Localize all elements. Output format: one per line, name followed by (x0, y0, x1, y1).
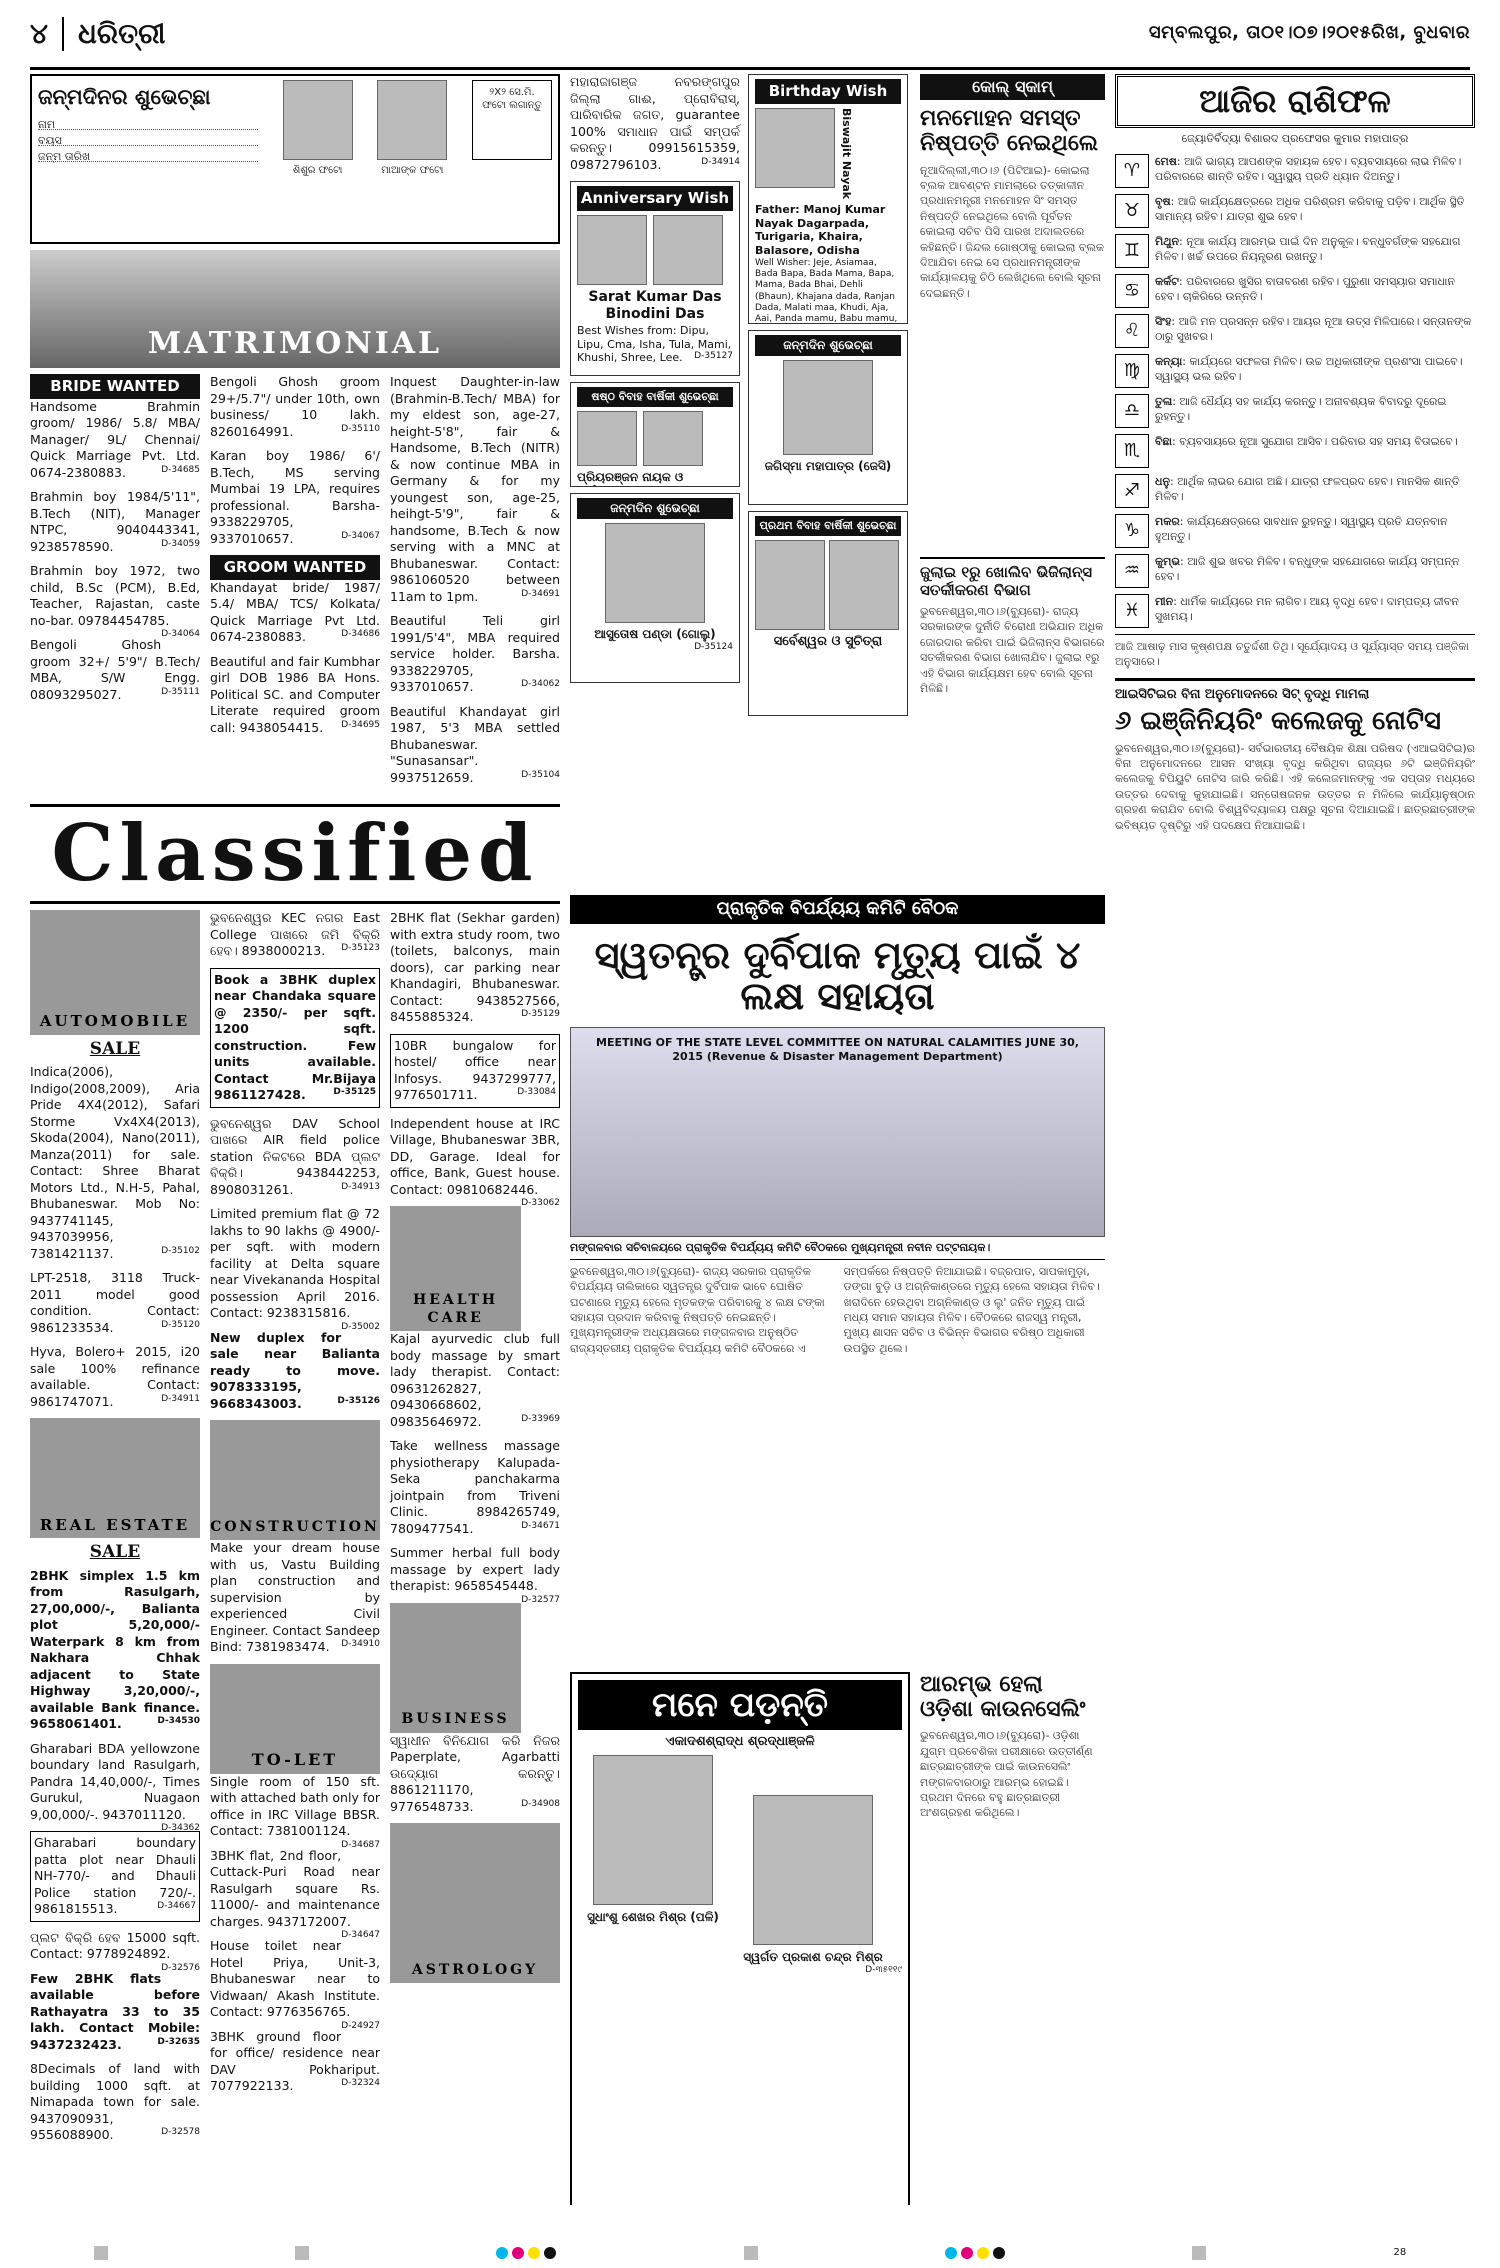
memorial-subtitle: ଏକାଦଶଶ୍ରାଦ୍ଧ ଶ୍ରଦ୍ଧାଞ୍ଜଳି (665, 1734, 815, 1750)
health-care-banner: HEALTH CARE (390, 1206, 521, 1331)
memorial-name-1: ସୁଧାଂଶୁ ଶେଖର ମିଶ୍ର (ପଳି) (587, 1909, 719, 1924)
zodiac-icon: ♈ (1115, 154, 1149, 188)
rashi-text: ମକର: କାର୍ଯ୍ୟକ୍ଷେତ୍ରରେ ସାବଧାନ ରୁହନ୍ତୁ। ସ୍ୱାସ୍ଥ୍ୟ ପ୍ରତି ଯତ୍ନବାନ ହୁଅନ୍ତୁ। (1155, 514, 1448, 544)
mother-photo (377, 80, 447, 160)
left-section (30, 74, 560, 2234)
matrimonial-ad: Beautiful Teli girl 1991/5'4", MBA required service holder. Barsha. 9338229705, 9337010657. D-34062 (390, 613, 560, 694)
main-body: ଭୁବନେଶ୍ୱର,୩୦।୬(ବ୍ୟୁରୋ)- ରାଜ୍ୟ ସରକାର ପ୍ରାକୃତିକ ବିପର୍ଯ୍ୟୟ ତାଲିକାରେ ସ୍ୱତନ୍ତ୍ର ଦୁର୍ବିପାକ ଭାବେ ଘୋଷିତ ଘଟଣାରେ ମୃତ୍ୟୁ ହେଲେ ମୃତକଙ୍କ ପରିବାରକୁ ୪ ଲକ୍ଷ ଟଙ୍କା ସହାୟତା ପ୍ରଦାନ କରିବାକୁ ନିଷ୍ପତ୍ତି ନେଇଛନ୍ତି। ମୁଖ୍ୟମନ୍ତ୍ରୀଙ୍କ ଅଧ୍ୟକ୍ଷତାରେ ମଙ୍ଗଳବାର ଅନୁଷ୍ଠିତ ରାଜ୍ୟସ୍ତରୀୟ ପ୍ରାକୃତିକ ବିପର୍ଯ୍ୟୟ କମିଟି ବୈଠକରେ ଏ ସମ୍ପର୍କରେ ନିଷ୍ପତ୍ତି ନିଆଯାଇଛି। ବଜ୍ରପାତ, ସାପକାମୁଡ଼ା, ଡଙ୍ଗା ବୁଡ଼ି ଓ ଅଗ୍ନିକାଣ୍ଡରେ ମୃତ୍ୟୁ ହେଲେ ସହାୟତା ମିଳିବ। ଖରାଦିନେ ହେଉଥିବା ଅଗ୍ନିକାଣ୍ଡ ଓ ଲୁ' ଜନିତ ମୃତ୍ୟୁ ପାଇଁ ମଧ୍ୟ ସମାନ ସହାୟତା ମିଳିବ। ବୈଠକରେ ରାଜସ୍ୱ ମନ୍ତ୍ରୀ, ମୁଖ୍ୟ ଶାସନ ସଚିବ ଓ ବିଭିନ୍ନ ବିଭାଗର ବରିଷ୍ଠ ଅଧିକାରୀ ଉପସ୍ଥିତ ଥିଲେ। (570, 1264, 1100, 1355)
classified-ad: Indica(2006), Indigo(2008,2009), Aria Pride 4X4(2012), Safari Storme Vx4X4(2013), Skoda(2004), Nano(2011), Manza(2011) for sale. Contact: Shree Bharat Motors Ltd., N.H-5, Pahal, Bhubaneswar. Mob No: 9437741145, 9437039956, 7381421137. D-35102 (30, 1064, 200, 1261)
classified-ads (30, 910, 560, 2230)
registration-square (94, 2246, 108, 2260)
mother-photo-caption: ମାଆଙ୍କ ଫଟୋ (381, 164, 444, 176)
rashi-item (1115, 434, 1475, 468)
aicte-body: ଭୁବନେଶ୍ୱର,୩୦।୬(ବ୍ୟୁରୋ)- ସର୍ବଭାରତୀୟ ବୈଷୟିକ ଶିକ୍ଷା ପରିଷଦ (ଏଆଇସିଟିଇ)ର ବିନା ଅନୁମୋଦନରେ ଆସନ ସଂଖ୍ୟା ବୃଦ୍ଧି କରିଥିବା ରାଜ୍ୟର ୬ଟି ଇଞ୍ଜିନିୟରିଂ କଲେଜକୁ ବିପିୟୁଟି ନୋଟିସ ଜାରି କରିଛି। ଏହି କଲେଜମାନଙ୍କୁ ଏକ ସପ୍ତାହ ମଧ୍ୟରେ ଉତ୍ତର ଦେବାକୁ କୁହାଯାଇଛି। ସନ୍ତୋଷଜନକ ଉତ୍ତର ନ ମିଳିଲେ କାର୍ଯ୍ୟାନୁଷ୍ଠାନ ଗ୍ରହଣ କରାଯିବ ବୋଲି ବିଶ୍ୱବିଦ୍ୟାଳୟ ପକ୍ଷରୁ ସୂଚନା ଦିଆଯାଇଛି। ଛାତ୍ରଛାତ୍ରୀଙ୍କ ଭବିଷ୍ୟତ ଦୃଷ୍ଟିରୁ ଏହି ପଦକ୍ଷେପ ନିଆଯାଇଛି। (1115, 741, 1475, 832)
first-anniversary-names: ସର୍ବେଶ୍ୱର ଓ ସୁଚିତ୍ରା (773, 633, 883, 649)
bride-wanted-title: BRIDE WANTED (30, 374, 200, 399)
coal-scam-article (920, 74, 1105, 874)
rashi-item (1115, 274, 1475, 308)
rashi-text: କୁମ୍ଭ: ଆଜି ଶୁଭ ଖବର ମିଳିବ। ବନ୍ଧୁଙ୍କ ସହଯୋଗରେ କାର୍ଯ୍ୟ ସମ୍ପନ୍ନ ହେବ। (1155, 554, 1460, 584)
matrimonial-ads (30, 374, 560, 804)
to-let-banner: TO-LET (210, 1664, 380, 1774)
rashi-footer: ଆଜି ଆଷାଢ଼ ମାସ କୃଷ୍ଣପକ୍ଷ ଚତୁର୍ଦ୍ଦଶୀ ତିଥି। ସୂର୍ଯ୍ୟୋଦୟ ଓ ସୂର୍ଯ୍ୟାସ୍ତ ସମୟ ପଞ୍ଜିକା ଅନୁସାରେ। (1115, 634, 1475, 670)
vigilance-headline: ଜୁଲାଇ ୧ରୁ ଖୋଲିବ ଭିଜିଲାନ୍ସ ସତର୍କୀକରଣ ବିଭାଗ (920, 557, 1105, 601)
counselling-body: ଭୁବନେଶ୍ୱର,୩୦।୬(ବ୍ୟୁରୋ)- ଓଡ଼ିଶା ଯୁଗ୍ମ ପ୍ରବେଶିକା ପରୀକ୍ଷାରେ ଉତ୍ତୀର୍ଣ୍ଣ ଛାତ୍ରଛାତ୍ରୀଙ୍କ ପାଇଁ କାଉନସେଲିଂ ମଙ୍ଗଳବାରଠାରୁ ଆରମ୍ଭ ହୋଇଛି। ପ୍ରଥମ ଦିନରେ ବହୁ ଛାତ୍ରଛାତ୍ରୀ ଅଂଶଗ୍ରହଣ କରିଥିଲେ। (920, 1729, 1093, 1820)
classified-ad: Independent house at IRC Village, Bhubaneswar 3BR, DD, Garage. Ideal for office, Bank, Guest house. Contact: 09810682446. D-33062 (390, 1115, 560, 1208)
bride-photo (829, 540, 899, 630)
greetings-section (570, 74, 910, 874)
classified-ad: Few 2BHK flats available before Rathayatra 33 to 35 lakh. Contact Mobile: 9437232423. D-32635 (30, 1970, 200, 2052)
zodiac-icon: ♍ (1115, 354, 1149, 388)
print-marks (0, 2238, 1500, 2268)
memorial-photo-2 (753, 1795, 873, 1945)
age-label: ବୟସ (38, 134, 62, 148)
rashi-item (1115, 514, 1475, 548)
golu-name: ଆସୁତୋଷ ପଣ୍ଡା (ଗୋଲୁ) (594, 627, 716, 641)
zodiac-icon: ♓ (1115, 594, 1149, 628)
birthday-form (30, 74, 560, 244)
classified-ad: Gharabari boundary patta plot near Dhauli NH-770/- and Dhauli Police station 720/-. 9861815513. D-34667 (30, 1831, 200, 1922)
rashi-item (1115, 354, 1475, 388)
dateline: ସମ୍ବଲପୁର, ତା୦୧।୦୭।୨୦୧୫ରିଖ, ବୁଧବାର (1148, 22, 1470, 44)
matrimonial-ad: Brahmin boy 1972, two child, B.Sc (PCM), B.Ed, Teacher, Rajastan, caste no-bar. 09784454785. D-34064 (30, 563, 200, 640)
matrimonial-ad: Beautiful and fair Kumbhar girl DOB 1986 BA Hons. Political SC. and Computer Literate required groom call: 9438054415. D-34695 (210, 653, 380, 735)
calamity-strip: ପ୍ରାକୃତିକ ବିପର୍ଯ୍ୟୟ କମିଟି ବୈଠକ (570, 895, 1105, 924)
rashi-text: ବୃଷ: ଆଜି କାର୍ଯ୍ୟକ୍ଷେତ୍ରରେ ଅଧିକ ପରିଶ୍ରମ କରିବାକୁ ପଡ଼ିବ। ଆର୍ଥିକ ସ୍ଥିତି ସାମାନ୍ୟ ରହିବ। ଯାତ୍ରା ଶୁଭ ହେବ। (1155, 194, 1465, 224)
coal-body: ନୂଆଦିଲ୍ଲୀ,୩୦।୬ (ପିଟିଆଇ)- କୋଇଲା ବ୍ଲକ ଆବଣ୍ଟନ ମାମଲାରେ ତତ୍କାଳୀନ ପ୍ରଧାନମନ୍ତ୍ରୀ ମନମୋହନ ସିଂ ସମସ୍ତ ନିଷ୍ପତ୍ତି ନେଇଥିଲେ ବୋଲି ପୂର୍ବତନ କୋଇଲା ସଚିବ ପିସି ପାରଖ ଅଦାଲତରେ କହିଛନ୍ତି। ଜିନ୍ଦଲ ଗୋଷ୍ଠୀକୁ କୋଇଲା ବ୍ଲକ ଦିଆଯିବା ନେଇ ସେ ପ୍ରଧାନମନ୍ତ୍ରୀଙ୍କ କାର୍ଯ୍ୟାଳୟକୁ ଚିଠି ଲେଖିଥିଲେ ବୋଲି ସୂଚନା ଦେଇଛନ୍ତି। (920, 163, 1105, 300)
biswajit-name: Biswajit Nayak (839, 107, 853, 199)
birthday-form-title: ଜନ୍ମଦିନର ଶୁଭେଚ୍ଛା (38, 84, 211, 109)
zodiac-icon: ♉ (1115, 194, 1149, 228)
groom-wanted-title: GROOM WANTED (210, 555, 380, 580)
jesi-photo (783, 360, 873, 455)
classified-ad: Take wellness massage physiotherapy Kalupada-Seka panchakarma jointpain from Triveni Clinic. 8984265749, 7809477541. D-34671 (390, 1438, 560, 1536)
birthday-wish (748, 74, 908, 324)
rashi-text: ସିଂହ: ଆଜି ମନ ପ୍ରସନ୍ନ ରହିବ। ଆୟର ନୂଆ ଉତ୍ସ ମିଳିପାରେ। ସନ୍ତାନଙ୍କ ଠାରୁ ସୁଖବର। (1155, 314, 1472, 344)
main-headline: ସ୍ୱତନ୍ତ୍ର ଦୁର୍ବିପାକ ମୃତ୍ୟୁ ପାଇଁ ୪ ଲକ୍ଷ ସହାୟତା (594, 931, 1081, 1019)
vigilance-body: ଭୁବନେଶ୍ୱର,୩୦।୬(ବ୍ୟୁରୋ)- ରାଜ୍ୟ ସରକାରଙ୍କ ଦୁର୍ନୀତି ବିରୋଧୀ ଅଭିଯାନ ଅଧିକ ଜୋରଦାର କରିବା ପାଇଁ ଭିଜିଲାନ୍ସ ବିଭାଗରେ ସତର୍କୀକରଣ ବିଭାଗ ଖୋଲାଯିବ। ଜୁଲାଇ ୧ରୁ ଏହି ବିଭାଗ କାର୍ଯ୍ୟକ୍ଷମ ହେବ ବୋଲି ସୂଚନା ମିଳିଛି। (920, 605, 1105, 696)
memorial-code: D-୩୫୧୧୯ (865, 1964, 902, 1975)
rashi-item (1115, 594, 1475, 628)
business-banner: BUSINESS (390, 1603, 521, 1733)
rashi-text: ତୁଳା: ଆଜି ଧୈର୍ଯ୍ୟ ସହ କାର୍ଯ୍ୟ କରନ୍ତୁ। ଅନାବଶ୍ୟକ ବିବାଦରୁ ଦୂରେଇ ରୁହନ୍ତୁ। (1155, 394, 1447, 424)
first-anniversary-title: ପ୍ରଥମ ବିବାହ ବାର୍ଷିକୀ ଶୁଭେଚ୍ଛା (755, 516, 901, 536)
coal-tag: କୋଲ୍ ସ୍କାମ୍ (920, 74, 1105, 100)
construction-banner: CONSTRUCTION (210, 1420, 380, 1540)
memorial-box (570, 1672, 910, 2205)
photo-size-box: ୨X୨ ସେ.ମି. ଫଟୋ ଲଗାନ୍ତୁ (472, 80, 552, 160)
classified-ad: Single room of 150 sft. with attached bath only for office in IRC Village BBSR. Contact: 7381001124. D-34687 (210, 1773, 381, 1850)
memorial-photo-1 (593, 1755, 713, 1905)
rashi-list (1115, 154, 1475, 628)
zodiac-icon: ♏ (1115, 434, 1149, 468)
child-photo (283, 80, 353, 160)
rashi-item (1115, 474, 1475, 508)
birthday-golu-title: ଜନ୍ମଦିନ ଶୁଭେଚ୍ଛା (577, 498, 733, 519)
color-dots (945, 2247, 1005, 2259)
classified-ad: Make your dream house with us, Vastu Building plan construction and supervision by experienced Civil Engineer. Contact Sandeep Bind: 7381983474. D-34910 (210, 1540, 380, 1654)
zodiac-icon: ♌ (1115, 314, 1149, 348)
birthday-jesi-title: ଜନ୍ମଦିନ ଶୁଭେଚ୍ଛା (755, 335, 901, 356)
folio: 28 (1393, 2246, 1407, 2258)
zodiac-icon: ♒ (1115, 554, 1149, 588)
classified-ad: Summer herbal full body massage by expert lady therapist: 9658545448. D-32577 (390, 1545, 560, 1605)
name-label: ନାମ (38, 118, 56, 132)
classified-ad: 2BHK simplex 1.5 km from Rasulgarh, 27,00,000/-, Balianta plot 5,20,000/- Waterpark 8 km from Nakhara Chhak adjacent to State Highway 3,20,000/-, available Bank finance. 9658061401. D-34530 (30, 1567, 200, 1731)
counselling-headline: ଆରମ୍ଭ ହେଲା ଓଡ଼ିଶା କାଉନସେଲିଂ (920, 1670, 1086, 1723)
zodiac-icon: ♎ (1115, 394, 1149, 428)
photo-caption: ମଙ୍ଗଳବାର ସଚିବାଳୟରେ ପ୍ରାକୃତିକ ବିପର୍ଯ୍ୟୟ କମିଟି ବୈଠକରେ ମୁଖ୍ୟମନ୍ତ୍ରୀ ନବୀନ ପଟ୍ଟନାୟକ। (570, 1241, 1105, 1260)
golu-code: D-35124 (694, 642, 733, 652)
classified-ad: 10BR bungalow for hostel/ office near Infosys. 9437299777, 9776501711. D-33084 (390, 1034, 560, 1108)
zodiac-icon: ♑ (1115, 514, 1149, 548)
page-number: ୪ (30, 17, 48, 50)
birthday-wish-title: Birthday Wish (755, 79, 901, 104)
classified-ad: Gharabari BDA yellowzone boundary land Rasulgarh, Pandra 14,40,000/-, Times Gurukul, Nuagaon 9,00,000/-. 9437011120. D-34362 (30, 1740, 200, 1833)
rashi-item (1115, 314, 1475, 348)
page-header (30, 0, 1470, 70)
classified-ad: Book a 3BHK duplex near Chandaka square @ 2350/- per sqft. 1200 sqft. construction. Few units available. Contact Mr.Bijaya 9861127428. D-35125 (210, 968, 380, 1108)
wedding-names: ପ୍ରିୟରଞ୍ଜନ ନାୟକ ଓ (577, 469, 684, 484)
classified-ad: 3BHK ground floor for office/ residence near DAV Pokhariput. 7077922133. D-32324 (210, 2028, 380, 2093)
masthead-title: ଧରିତ୍ରୀ (77, 17, 166, 50)
matrimonial-banner: MATRIMONIAL (30, 250, 560, 368)
first-anniversary (748, 511, 908, 716)
couple-photo-1 (577, 411, 637, 466)
classified-ad: 3BHK flat, 2nd floor, Cuttack-Puri Road near Rasulgarh square Rs. 11000/- and maintenance charges. 9437172007. D-34647 (210, 1847, 380, 1940)
birthday-well-wishers: Well Wisher: Jeje, Asiamaa, Bada Bapa, Bada Mama, Bapa, Mama, Bada Bhai, Dehli (Bhaun), Khajana dada, Ranjan Dada, Malati maa, Khudi, Aja, Aai, Panda mamu, Babu mamu, (755, 257, 898, 324)
classified-ad: Kajal ayurvedic club full body massage by smart lady therapist. Contact: 09631262827, 09430668602, 09835646972. D-33969 (390, 1331, 560, 1429)
birthday-jesi (748, 330, 908, 505)
rashi-text: ମିଥୁନ: ନୂଆ କାର୍ଯ୍ୟ ଆରମ୍ଭ ପାଇଁ ଦିନ ଅନୁକୂଳ। ବନ୍ଧୁବର୍ଗଙ୍କ ସହଯୋଗ ମିଳିବ। ଖର୍ଚ୍ଚ ଉପରେ ନିୟନ୍ତ୍ରଣ ରଖନ୍ତୁ। (1155, 234, 1461, 264)
rashi-text: କନ୍ୟା: କାର୍ଯ୍ୟରେ ସଫଳତା ମିଳିବ। ଉଚ୍ଚ ଅଧିକାରୀଙ୍କ ପ୍ରଶଂସା ପାଇବେ। ସ୍ୱାସ୍ଥ୍ୟ ଭଲ ରହିବ। (1155, 354, 1463, 384)
meeting-photo: MEETING OF THE STATE LEVEL COMMITTEE ON NATURAL CALAMITIES JUNE 30, 2015 (Revenue & Disaster Management Department) (570, 1027, 1105, 1237)
classified-ad: House toilet near Hotel Priya, Unit-3, Bhubaneswar near to Vidwaan/ Akash Institute. Contact: 9776356765. D-24927 (210, 1938, 380, 2031)
zodiac-icon: ♋ (1115, 274, 1149, 308)
rashi-text: ଧନୁ: ଆର୍ଥିକ ଲାଭର ଯୋଗ ଅଛି। ଯାତ୍ରା ଫଳପ୍ରଦ ହେବ। ମାନସିକ ଶାନ୍ତି ମିଳିବ। (1155, 474, 1460, 504)
classified-ad: ଭୁବନେଶ୍ୱର KEC ନଗର East College ପାଖରେ ଜମି ବିକ୍ରି ହେବ। 8938000213. D-35123 (210, 910, 380, 958)
anniversary-wish (570, 181, 740, 376)
child-photo-caption: ଶିଶୁର ଫଟୋ (292, 164, 343, 176)
memorial-title: ମନେ ପଡ଼ନ୍ତି (578, 1680, 902, 1731)
classified-ad: ମହାରାଜାଗଞ୍ଜ ନବରଙ୍ଗପୁର ଜିଲ୍ଲା ଗାଈ, ପ୍ରୋବିରାସ୍, ପାରିବାରିକ ଜଗତ, guarantee 100% ସମାଧାନ ପାଇଁ ସମ୍ପର୍କ କରନ୍ତୁ। 09915615359, 09872796103. D-34914 (570, 74, 740, 172)
classified-ad: New duplex for sale near Balianta ready to move. 9078333195, 9668343003. D-35126 (210, 1329, 380, 1411)
memorial-name-2: ସ୍ୱର୍ଗତ ପ୍ରକାଶ ଚନ୍ଦ୍ର ମିଶ୍ର (743, 1949, 883, 1964)
classified-title: Classified (30, 804, 560, 904)
rashi-item (1115, 234, 1475, 268)
classified-ad: LPT-2518, 3118 Truck-2011 model good condition. Contact: 9861233534. D-35120 (30, 1270, 200, 1335)
automobile-banner: AUTOMOBILE (30, 910, 200, 1035)
jesi-name: ଜଗିସ୍ମା ମହାପାତ୍ର (ଜେସି) (764, 459, 892, 473)
classified-ad: Hyva, Bolero+ 2015, i20 sale 100% refinance available. Contact: 9861747071. D-34911 (30, 1344, 200, 1409)
rashi-item (1115, 394, 1475, 428)
golu-photo (605, 523, 705, 623)
matrimonial-ad: Beautiful Khandayat girl 1987, 5'3 MBA settled Bhubaneswar. "Sunasansar". 9937512659. D-35104 (390, 703, 560, 785)
real-estate-banner: REAL ESTATE (30, 1418, 200, 1538)
husband-photo (577, 215, 647, 285)
rashi-text: କର୍କଟ: ପରିବାରରେ ଖୁସିର ବାତାବରଣ ରହିବ। ପୁରୁଣା ସମସ୍ୟାର ସମାଧାନ ହେବ। ଚାକିରିରେ ଉନ୍ନତି। (1155, 274, 1456, 304)
rashi-text: ବିଛା: ବ୍ୟବସାୟରେ ନୂଆ ସୁଯୋଗ ଆସିବ। ପରିବାର ସହ ସମୟ ବିତାଇବେ। (1155, 434, 1458, 448)
sale-label-2: SALE (89, 1542, 141, 1563)
birthday-wish-text: Father: Manoj Kumar Nayak Dagarpada, Turigaria, Khaira, Balasore, Odisha (755, 202, 886, 258)
registration-square (295, 2246, 309, 2260)
rashi-byline: ଜ୍ୟୋତିର୍ବିଦ୍ୟା ବିଶାରଦ ପ୍ରଫେସର କୁମାର ମହାପାତ୍ର (1181, 132, 1409, 145)
dob-label: ଜନ୍ମ ତାରିଖ (38, 150, 91, 164)
matrimonial-ad: Handsome Brahmin groom/ 1986/ 5.8/ MBA/ Manager/ 9L/ Chennai/ Quick Marriage Pvt. Ltd. 0674-2380883. D-34685 (30, 398, 200, 480)
wedding-anniversary (570, 382, 740, 487)
matrimonial-ad: Brahmin boy 1984/5'11", B.Tech (NIT), Manager NTPC, 9040443341, 9238578590. D-34059 (30, 489, 200, 554)
groom-photo (755, 540, 825, 630)
wife-photo (653, 215, 723, 285)
zodiac-icon: ♊ (1115, 234, 1149, 268)
matrimonial-ad: Bengoli Ghosh groom 29+/5.7"/ under 10th, own business/ 10 lakh. 8260164991. D-35110 (210, 374, 380, 439)
right-section (1115, 74, 1475, 2234)
sale-label: SALE (89, 1039, 141, 1059)
aicte-article (1115, 678, 1475, 833)
rashi-title: ଆଜିର ରାଶିଫଳ (1115, 74, 1475, 128)
classified-ad: ସ୍ୱାଧୀନ ବିନିଯୋଗ କରି ନିଜର Paperplate, Agarbatti ଉଦ୍ୟୋଗ କରନ୍ତୁ। 8861211170, 9776548733. D-34908 (390, 1732, 560, 1814)
astrology-banner: ASTROLOGY (390, 1823, 560, 1983)
rashi-text: ମେଷ: ଆଜି ଭାଗ୍ୟ ଆପଣଙ୍କ ସହାୟକ ହେବ। ବ୍ୟବସାୟରେ ଲାଭ ମିଳିବ। ପରିବାରରେ ଶାନ୍ତି ରହିବ। ସ୍ୱାସ୍ଥ୍ୟ ପ୍ରତି ଧ୍ୟାନ ଦିଅନ୍ତୁ। (1155, 154, 1462, 184)
wedding-title: ଷଷ୍ଠ ବିବାହ ବାର୍ଷିକୀ ଶୁଭେଚ୍ଛା (577, 387, 733, 407)
zodiac-icon: ♐ (1115, 474, 1149, 508)
color-dots (496, 2247, 556, 2259)
rashi-text: ମୀନ: ଧାର୍ମିକ କାର୍ଯ୍ୟରେ ମନ ଲାଗିବ। ଆୟ ବୃଦ୍ଧି ହେବ। ଦାମ୍ପତ୍ୟ ଜୀବନ ସୁଖମୟ। (1155, 594, 1459, 624)
registration-square (1192, 2246, 1206, 2260)
anniversary-names: Sarat Kumar Das Binodini Das (588, 288, 722, 323)
aicte-headline: ୬ ଇଞ୍ଜିନିୟରିଂ କଲେଜକୁ ନୋଟିସ (1115, 705, 1441, 736)
matrimonial-ad: Khandayat bride/ 1987/ 5.4/ MBA/ TCS/ Kolkata/ Quick Marriage Pvt Ltd. 0674-2380883. D-34686 (210, 579, 380, 645)
registration-square (744, 2246, 758, 2260)
birthday-golu (570, 493, 740, 683)
rashi-item (1115, 154, 1475, 188)
couple-photo-2 (643, 411, 703, 466)
matrimonial-ad: Karan boy 1986/ 6'/ B.Tech, MS serving Mumbai 19 LPA, requires professional. Barsha-9338229705, 9337010657. D-34067 (210, 448, 380, 546)
anniversary-title: Anniversary Wish (577, 186, 733, 211)
rashi-item (1115, 554, 1475, 588)
rashi-item (1115, 194, 1475, 228)
classified-ad: ଭୁବନେଶ୍ୱର DAV School ପାଖରେ AIR field police station ନିକଟରେ BDA ପ୍ଲଟ ବିକ୍ରି। 9438442253, 8908031261. D-34913 (210, 1115, 380, 1197)
matrimonial-ad: Bengoli Ghosh groom 32+/ 5'9"/ B.Tech/ MBA, S/W Engg. 08093295027. D-35111 (30, 637, 200, 702)
matrimonial-ad: Inquest Daughter-in-law (Brahmin-B.Tech/ MBA) for my eldest son, age-27, height-5'8", fair & Handsome, B.Tech (NITR) & now continue MBA in Germany & for my youngest son, age-25, heihgt-5'9", fair & handsome, B.Tech & now serving with a MNC at Bhubaneswar. Contact: 9861060520 between 11am to 1pm. D-34691 (390, 374, 560, 604)
coal-headline: ମନମୋହନ ସମସ୍ତ ନିଷ୍ପତ୍ତି ନେଇଥିଲେ (920, 105, 1098, 157)
classified-ad: 8Decimals of land with building 1000 sqft. at Nimapada town for sale. 9437090931, 9556088900. D-32578 (30, 2061, 200, 2142)
classified-ad: 2BHK flat (Sekhar garden) with extra study room, two (toilets, balconys, main doors), car parking near Khandagiri, Bhubaneswar. Contact: 9438527566, 8455885324. D-35129 (390, 910, 560, 1024)
classified-ad: ପ୍ଲଟ ବିକ୍ରି ହେବ 15000 sqft. Contact: 9778924892. D-32576 (30, 1929, 200, 1973)
biswajit-photo (755, 108, 835, 188)
anniversary-wishes: Best Wishes from: Dipu, Lipu, Cma, Isha, Tula, Mami, Khushi, Shree, Lee. D-35127 (577, 323, 733, 365)
main-article (570, 895, 1105, 2205)
classified-ad: Limited premium flat @ 72 lakhs to 90 lakhs @ 4900/- per sqft. with modern facility at Delta square near Vivekananda Hospital possession April 2016. Contact: 9238315816. D-35002 (210, 1206, 380, 1332)
aicte-kicker: ଆଇସିଟିଇର ବିନା ଅନୁମୋଦନରେ ସିଟ୍ ବୃଦ୍ଧି ମାମଲା (1115, 686, 1370, 702)
